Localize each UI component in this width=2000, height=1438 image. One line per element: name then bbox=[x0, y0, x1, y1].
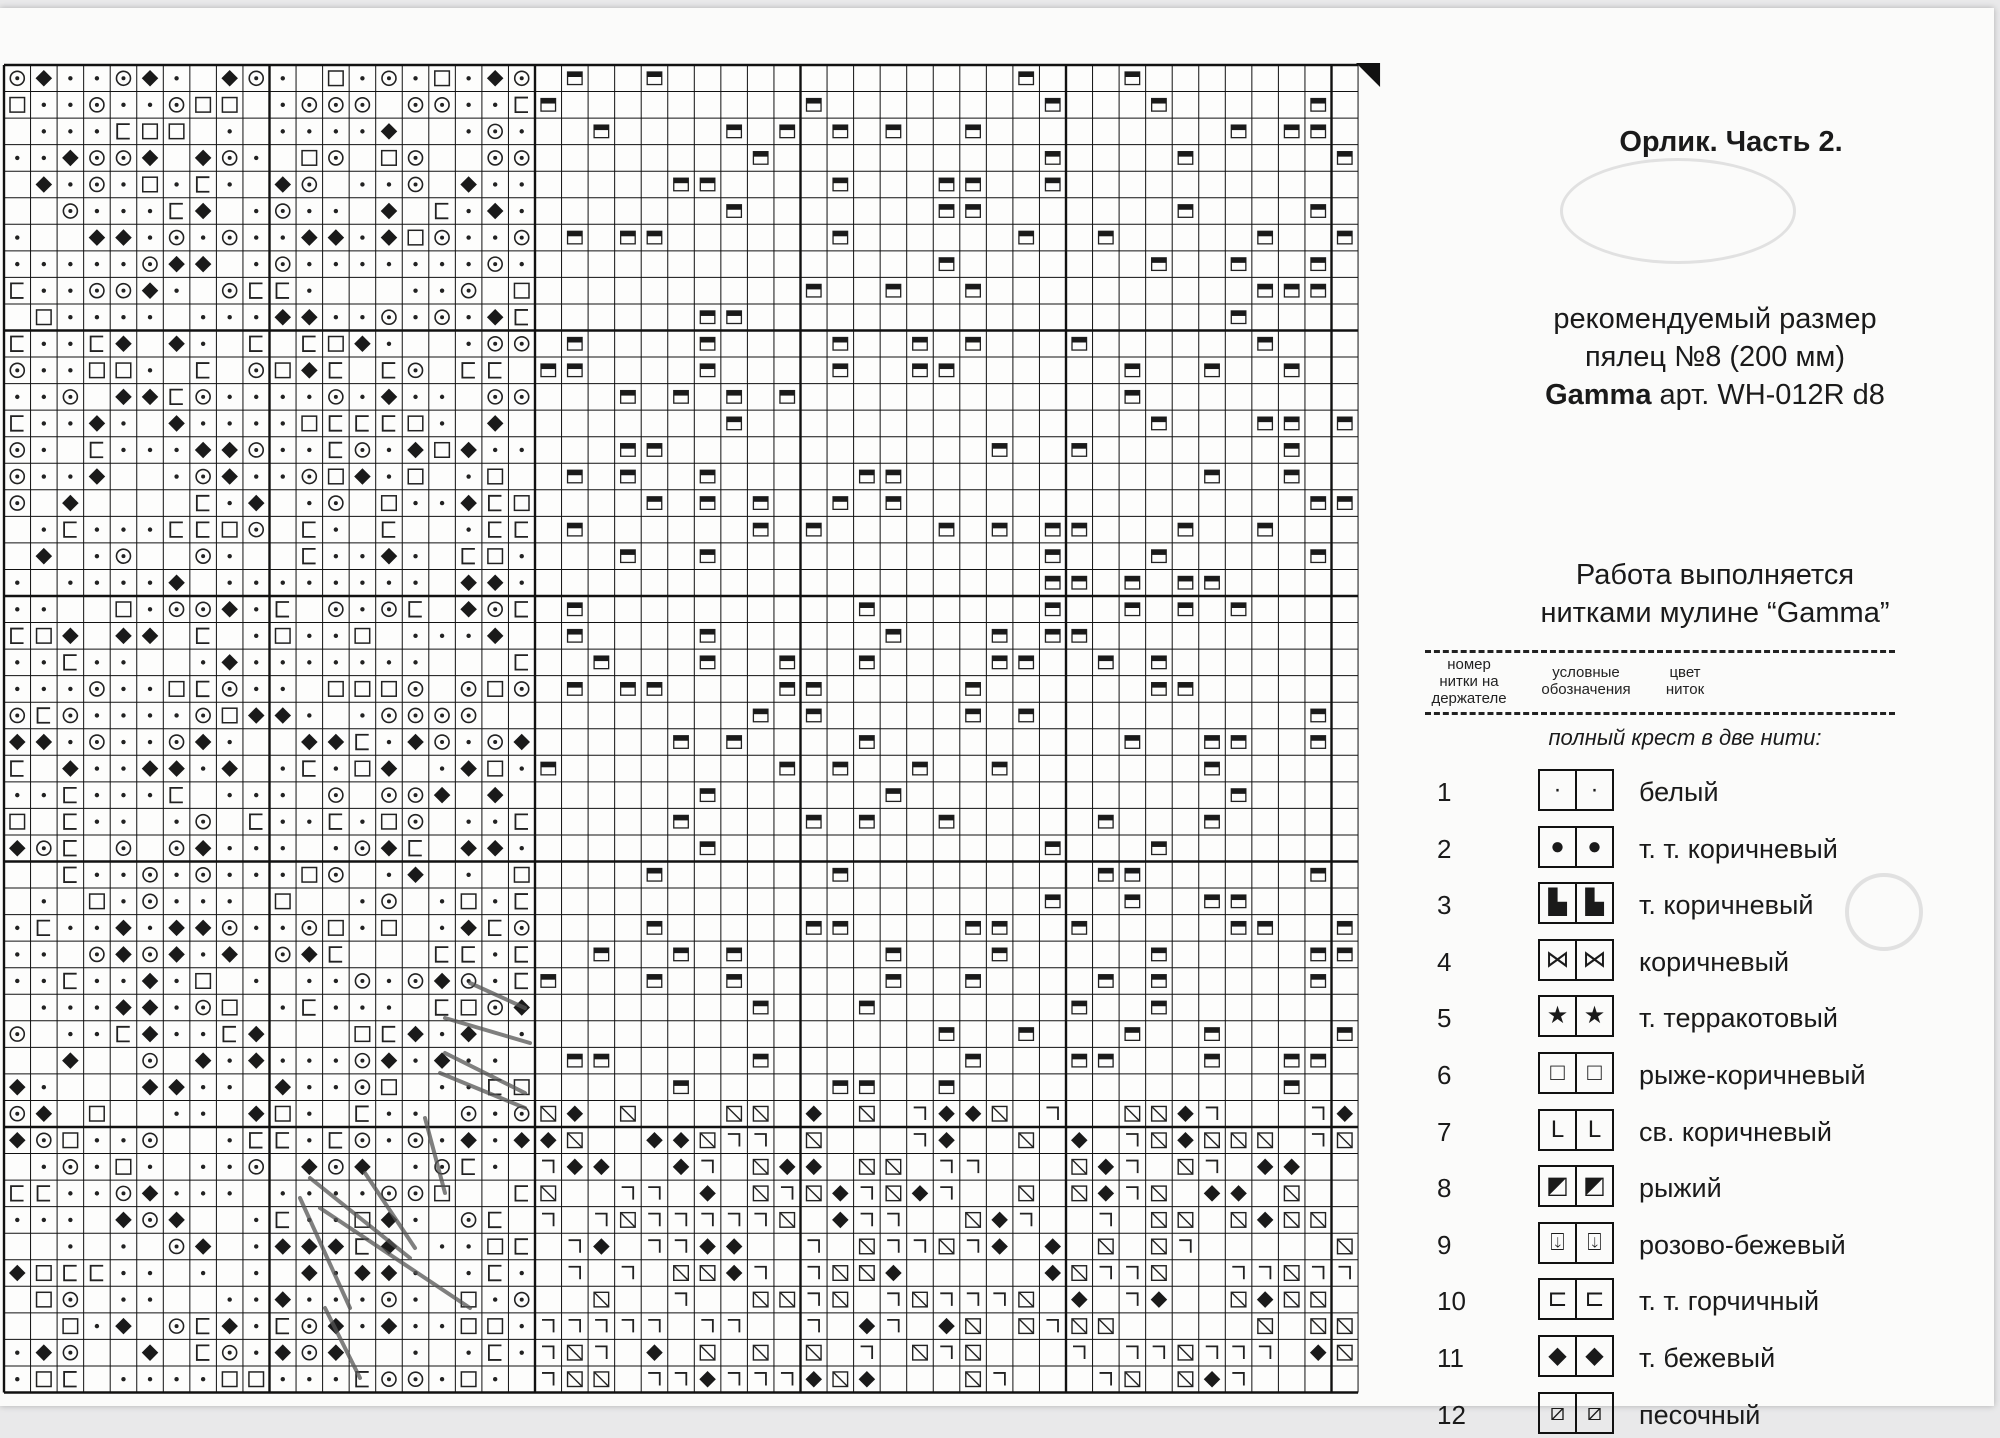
key-symbol-left: · bbox=[1553, 776, 1562, 803]
empty-square-icon bbox=[1538, 1052, 1614, 1094]
key-color-name: т. терракотовый bbox=[1639, 1003, 1838, 1033]
key-symbol-left: ⋈ bbox=[1545, 946, 1570, 973]
diamond-icon bbox=[1538, 1335, 1614, 1377]
key-symbol-right: ◆ bbox=[1575, 1337, 1612, 1375]
key-symbol-left: ⧄ bbox=[1549, 1399, 1566, 1426]
thread-note-line-1: Работа выполняется bbox=[1575, 559, 1855, 591]
key-symbol-right: ⧄ bbox=[1575, 1394, 1612, 1432]
key-symbol-right: ● bbox=[1575, 828, 1612, 866]
key-top-divider bbox=[1425, 650, 1895, 653]
key-thread-number: 9 bbox=[1437, 1230, 1452, 1260]
dot-icon bbox=[1538, 769, 1614, 811]
key-thread-number: 7 bbox=[1437, 1117, 1452, 1147]
pattern-sheet bbox=[0, 8, 1994, 1430]
key-thread-number: 10 bbox=[1437, 1286, 1466, 1316]
key-symbol-left: ⊏ bbox=[1547, 1285, 1568, 1312]
key-header-color: цвет ниток bbox=[1665, 664, 1705, 698]
key-color-name: т. бежевый bbox=[1639, 1343, 1776, 1373]
key-symbol-left: ★ bbox=[1546, 1002, 1569, 1029]
key-header-number: номер нитки на держателе bbox=[1431, 656, 1507, 707]
key-color-name: розово-бежевый bbox=[1639, 1230, 1846, 1260]
key-symbol-left: ● bbox=[1550, 833, 1565, 860]
key-thread-number: 4 bbox=[1437, 947, 1452, 977]
key-thread-number: 6 bbox=[1437, 1060, 1452, 1090]
hoop-line-2: пялец №8 (200 мм) bbox=[1584, 341, 1846, 373]
key-symbol-right: L bbox=[1575, 1111, 1612, 1149]
key-bottom-divider bbox=[1425, 712, 1895, 715]
hoop-article bbox=[1445, 376, 1985, 414]
key-thread-number: 12 bbox=[1437, 1400, 1466, 1430]
thread-note-line-2: нитками мулине “Gamma” bbox=[1540, 597, 1890, 629]
hoop-article-code: арт. WH-012R d8 bbox=[1659, 379, 1885, 411]
cross-stitch-chart bbox=[0, 8, 1385, 1406]
key-header-symbols: условные обозначения bbox=[1541, 664, 1631, 698]
key-symbol-right: · bbox=[1575, 771, 1612, 809]
key-color-name: рыже-коричневый bbox=[1639, 1060, 1866, 1090]
key-symbol-left: ◆ bbox=[1548, 1342, 1567, 1369]
bracket-c-icon bbox=[1538, 1278, 1614, 1320]
key-color-name: рыжий bbox=[1639, 1173, 1722, 1203]
key-symbol-right: ★ bbox=[1575, 997, 1612, 1035]
key-symbol-left: □ bbox=[1550, 1059, 1565, 1086]
hoop-brand: Gamma bbox=[1545, 379, 1652, 411]
key-thread-number: 11 bbox=[1437, 1343, 1464, 1373]
key-symbol-right: ▙ bbox=[1575, 884, 1612, 922]
corner-l-icon bbox=[1538, 1109, 1614, 1151]
stitch-type-label: полный крест в две нити: bbox=[1548, 725, 1822, 750]
key-symbol-right: ◩ bbox=[1575, 1167, 1612, 1205]
filled-circle-icon bbox=[1538, 826, 1614, 868]
watermark-mark bbox=[1560, 158, 1796, 264]
key-thread-number: 3 bbox=[1437, 890, 1452, 920]
thread-note bbox=[1445, 556, 1985, 632]
watermark-badge bbox=[1845, 873, 1923, 951]
corner-triangle-icon bbox=[1356, 63, 1380, 87]
chart-title: Орлик. Часть 2. bbox=[1619, 126, 1843, 158]
key-color-name: белый bbox=[1639, 777, 1719, 807]
star-icon bbox=[1538, 995, 1614, 1037]
key-symbol-left: L bbox=[1550, 1116, 1565, 1143]
key-symbol-right: ⋈ bbox=[1575, 941, 1612, 979]
key-color-name: т. т. коричневый bbox=[1639, 834, 1838, 864]
key-color-name: св. коричневый bbox=[1639, 1117, 1832, 1147]
hoop-line-1: рекомендуемый размер bbox=[1553, 303, 1877, 335]
legend-panel bbox=[1385, 8, 1994, 1430]
bold-corner-icon bbox=[1538, 882, 1614, 924]
key-symbol-right: □ bbox=[1575, 1054, 1612, 1092]
key-thread-number: 5 bbox=[1437, 1003, 1452, 1033]
arrow-box-icon bbox=[1538, 1222, 1614, 1264]
key-color-name: коричневый bbox=[1639, 947, 1790, 977]
key-thread-number: 8 bbox=[1437, 1173, 1452, 1203]
half-filled-square-icon bbox=[1538, 1165, 1614, 1207]
key-color-name: т. коричневый bbox=[1639, 890, 1814, 920]
key-thread-number: 2 bbox=[1437, 834, 1452, 864]
key-thread-number: 1 bbox=[1437, 777, 1452, 807]
key-symbol-left: ◩ bbox=[1546, 1172, 1569, 1199]
hoop-recommendation bbox=[1445, 300, 1985, 414]
bowtie-icon bbox=[1538, 939, 1614, 981]
key-symbol-right: ⊏ bbox=[1575, 1280, 1612, 1318]
key-symbol-left: ▙ bbox=[1548, 889, 1567, 916]
key-symbol-right: ⍗ bbox=[1575, 1224, 1612, 1262]
key-symbol-left: ⍗ bbox=[1550, 1229, 1565, 1256]
slashed-square-icon bbox=[1538, 1392, 1614, 1434]
key-color-name: песочный bbox=[1639, 1400, 1761, 1430]
key-color-name: т. т. горчичный bbox=[1639, 1286, 1820, 1316]
